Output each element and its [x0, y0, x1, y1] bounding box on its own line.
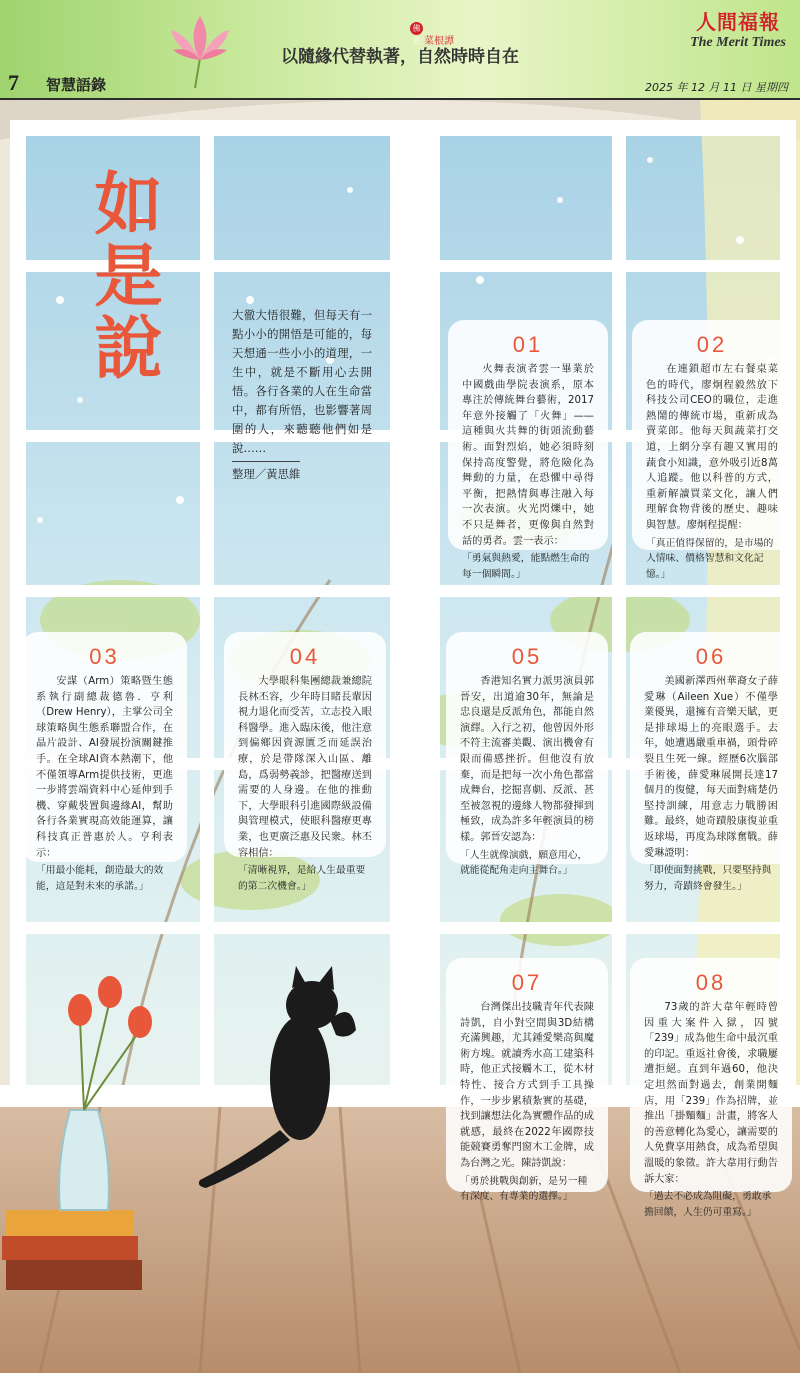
card-body: 香港知名實力派男演員郭晉安，出道逾30年，無論是忠良還是反派角色，都能自然演繹。入行之初，他曾因外形不符主流審美觀、演出機會有限而備感挫折。但他沒有放棄，而是把每一次小角色都當成舞台，挖掘喜劇、反派、甚至被忽視的邊緣人物都發揮到極致，成為許多年輕演員的榜樣。郭晉安認為： — [460, 676, 594, 843]
card-body: 火舞表演者雲一畢業於中國戲曲學院表演系，原本專注於傳統舞台藝術，2017年意外接觸了「火舞」——這種與火共舞的街頭流動藝術。面對烈焰，她必須時刻保持高度警覺，將危險化為舞動的力量，在恐懼中尋得平衡，把熱情與專注融入每一次表演。火光閃爍中，她不只是舞者，更像與自然對話的勇者。雲一表示： — [462, 364, 594, 547]
quote-card-02 — [632, 320, 792, 580]
quote-card-01 — [448, 320, 608, 580]
card-quote: 「即使面對挑戰，只要堅持與努力，奇蹟終會發生。」 — [644, 865, 772, 892]
card-quote: 「清晰視界，是給人生最重要的第二次機會。」 — [238, 865, 366, 892]
badge-circle: 佛光 — [410, 22, 423, 35]
page-title: 如是說 — [83, 168, 163, 384]
quote-card-06 — [630, 632, 792, 892]
quote-card-07 — [446, 958, 608, 1203]
card-number: 03 — [89, 644, 120, 669]
intro-body: 大徹大悟很難，但每天有一點小小的開悟是可能的，每天想通一些小小的道理，一生中，就是不斷用心去開悟。各行各業的人在生命當中，都有所悟，也影響著周圍的人，來聽聽他們如是說…… — [232, 308, 372, 455]
card-body: 73歲的許大韋年輕時曾因重大案件入獄，囚號「239」成為他生命中最沉重的印記。重返社會後，求職屢遭拒絕。直到年過60，他決定坦然面對過去，創業開麵店，用「239」作為招牌，並推出「掛麵麵」計畫，將客人的善意轉化為愛心，讓需要的人免費享用熱食，成為希望與溫暖的象徵。許大韋用行動告訴大家： — [644, 1002, 778, 1185]
card-body: 台灣傑出技職青年代表陳詩凱，自小對空間與3D結構充滿興趣，尤其鍾愛樂高與魔術方塊。就讀秀水高工建築科時，他正式接觸木工，從木材特性、接合方式到手工具操作，一步步累積紮實的基礎，找到讓想法化為實體作品的成就感，最終在2022年國際技能競賽勇奪門窗木工金牌，成為台灣之光。陳詩凱說： — [460, 1002, 594, 1169]
card-quote: 「用最小能耗，創造最大的效能，這是對未來的承諾。」 — [36, 865, 164, 892]
badge-label: 菜根譚 — [424, 36, 454, 47]
card-number: 05 — [511, 644, 543, 669]
card-quote: 「勇氣與熱愛，能點燃生命的每一個瞬間。」 — [462, 553, 590, 580]
brand-chinese: 人間福報 — [696, 10, 781, 34]
intro-text — [232, 306, 372, 484]
headline: 以隨緣代替執著，自然時時自在 — [281, 47, 519, 67]
card-quote: 「人生就像演戲，願意用心，就能從配角走向主舞台。」 — [460, 849, 588, 877]
quote-card-03 — [22, 632, 187, 892]
books — [2, 1210, 142, 1290]
card-number: 04 — [289, 644, 321, 669]
quote-card-05 — [446, 632, 608, 877]
section-name: 智慧語錄 — [46, 76, 107, 94]
masthead — [0, 0, 800, 100]
header-rule — [0, 98, 800, 100]
quote-card-04 — [224, 632, 386, 892]
page-number: 7 — [8, 70, 19, 95]
editor-credit: 整理／黃思維 — [232, 461, 300, 484]
card-number: 01 — [512, 332, 544, 357]
card-body: 安謀（Arm）策略暨生態系執行副總裁德魯．亨利（Drew Henry），主掌公司全球策略與生態系聯盟合作，在晶片設計、AI發展扮演關鍵推手。在全球AI資本熱潮下，他不僅領導Arm提供技術，更進一步將雲端資料中心延伸到手機、穿戴裝置與邊緣AI，幫助各行各業實現高效能運算，讓科技真正普惠於人。亨利表示： — [36, 676, 173, 859]
card-body: 在連鎖超市左右餐桌菜色的時代，廖炯程毅然放下科技公司CEO的職位，走進熱鬧的傳統市場，重新成為賣菜郎。他每天與蔬菜打交道，上網分享有趣又實用的蔬食小知識，意外吸引近8萬人追蹤。他以科普的方式，重新解讀買菜文化，讓人們理解食物背後的歷史、趣味與智慧。廖炯程提醒： — [646, 364, 778, 531]
card-number: 07 — [511, 970, 543, 995]
card-number: 08 — [695, 970, 727, 995]
card-body: 大學眼科集團總裁兼總院長林丕容，少年時目睹長輩因視力退化而受苦，立志投入眼科醫學。進入臨床後，他注意到偏鄉因資源匱乏而延誤治療，於是帶隊深入山區、離島，爲弱勢義診，把醫療送到需要的人身邊。在他的推動下，大學眼科引進國際級設備與管理模式，使眼科醫療更專業，也更廣泛惠及民衆。林丕容相信： — [238, 676, 372, 859]
card-body: 美國新澤西州華裔女子薛愛琳（Aileen Xue）不僅學業優異，還擁有音樂天賦，更是排球場上的亮眼選手。去年，她遭遇嚴重車禍，頭骨碎裂且生死一線。經歷6次腦部手術後，薛愛琳展開長達17個月的復健，每天面對痛楚仍堅持訓練，用意志力戰勝困難。最終，她奇蹟般康復並重返球場，再度為球隊奮戰。薛愛琳證明： — [644, 676, 778, 859]
card-quote: 「過去不必成為阻礙，勇敢承擔回饋，人生仍可重寫。」 — [644, 1191, 772, 1218]
quote-card-08 — [630, 958, 792, 1218]
issue-date: 2025 年 12 月 11 日 星期四 — [645, 81, 788, 94]
card-number: 02 — [696, 332, 728, 357]
card-number: 06 — [695, 644, 727, 669]
card-quote: 「真正值得保留的，是市場的人情味、價格智慧和文化記憶。」 — [646, 537, 774, 580]
brand-english: The Merit Times — [690, 35, 786, 50]
card-quote: 「勇於挑戰與創新，是另一種有深度、有專業的選擇。」 — [460, 1175, 588, 1203]
brand-logo — [690, 6, 786, 51]
